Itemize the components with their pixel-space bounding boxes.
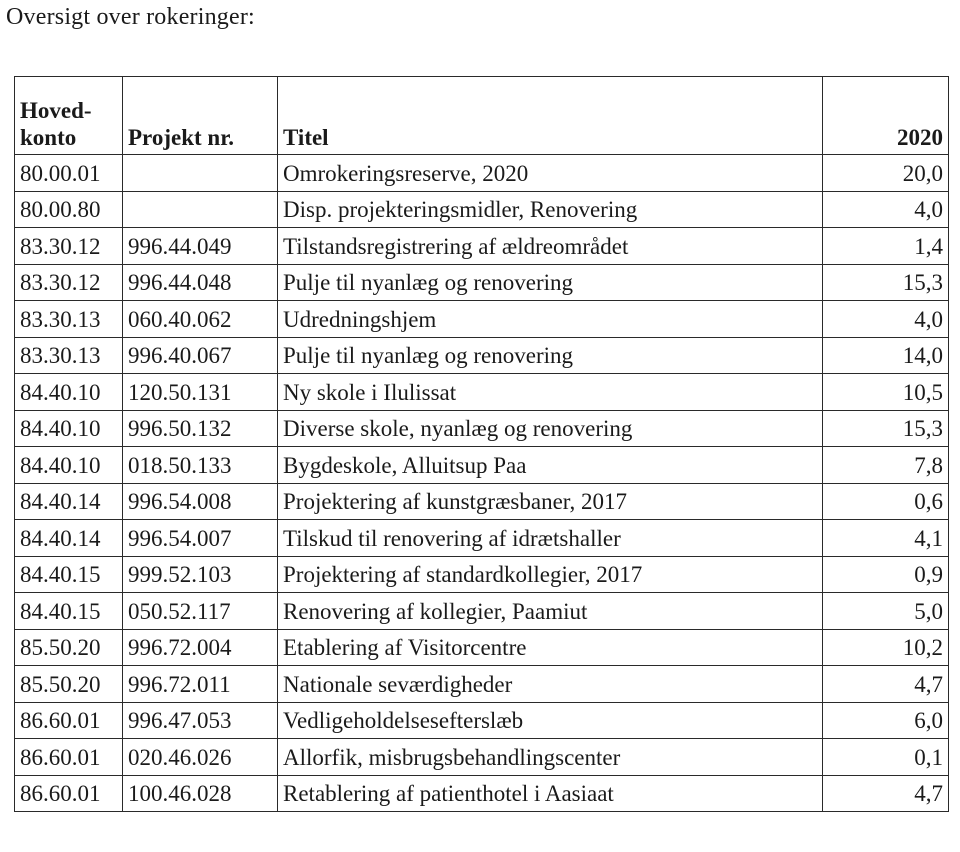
cell-projekt: 996.44.048: [123, 264, 278, 301]
cell-value-2020: 10,5: [823, 374, 949, 411]
cell-projekt: 100.46.028: [123, 775, 278, 812]
cell-value-2020: 5,0: [823, 593, 949, 630]
cell-titel: Etablering af Visitorcentre: [278, 629, 823, 666]
cell-hovedkonto: 84.40.15: [15, 593, 123, 630]
cell-projekt: 996.44.049: [123, 228, 278, 265]
cell-projekt: 020.46.026: [123, 739, 278, 776]
rokeringer-table: [14, 76, 949, 812]
cell-hovedkonto: 86.60.01: [15, 739, 123, 776]
cell-hovedkonto: 85.50.20: [15, 629, 123, 666]
cell-projekt: 996.72.011: [123, 666, 278, 703]
cell-hovedkonto: 84.40.10: [15, 447, 123, 484]
cell-titel: Ny skole i Ilulissat: [278, 374, 823, 411]
cell-hovedkonto: 84.40.10: [15, 374, 123, 411]
cell-projekt: 996.47.053: [123, 702, 278, 739]
cell-hovedkonto: 84.40.15: [15, 556, 123, 593]
cell-value-2020: 6,0: [823, 702, 949, 739]
table-row: [15, 410, 949, 447]
table-row: [15, 556, 949, 593]
cell-titel: Retablering af patienthotel i Aasiaat: [278, 775, 823, 812]
cell-hovedkonto: 80.00.80: [15, 191, 123, 228]
cell-titel: Renovering af kollegier, Paamiut: [278, 593, 823, 630]
table-row: [15, 666, 949, 703]
table-row: [15, 301, 949, 338]
header-titel: Titel: [278, 77, 823, 155]
header-hovedkonto-line2: konto: [20, 125, 77, 150]
cell-projekt: [123, 155, 278, 192]
table-row: [15, 629, 949, 666]
cell-value-2020: 10,2: [823, 629, 949, 666]
cell-value-2020: 0,1: [823, 739, 949, 776]
table-row: [15, 739, 949, 776]
table-row: [15, 337, 949, 374]
table-body: [15, 155, 949, 812]
cell-projekt: 018.50.133: [123, 447, 278, 484]
cell-hovedkonto: 83.30.13: [15, 337, 123, 374]
cell-projekt: 996.72.004: [123, 629, 278, 666]
cell-hovedkonto: 84.40.14: [15, 520, 123, 557]
cell-value-2020: 4,7: [823, 775, 949, 812]
page-heading: Oversigt over rokeringer:: [6, 4, 255, 30]
cell-titel: Tilstandsregistrering af ældreområdet: [278, 228, 823, 265]
cell-value-2020: 20,0: [823, 155, 949, 192]
cell-hovedkonto: 85.50.20: [15, 666, 123, 703]
table-row: [15, 264, 949, 301]
cell-projekt: 120.50.131: [123, 374, 278, 411]
cell-value-2020: 0,9: [823, 556, 949, 593]
cell-value-2020: 4,0: [823, 191, 949, 228]
header-year: 2020: [823, 77, 949, 155]
cell-titel: Bygdeskole, Alluitsup Paa: [278, 447, 823, 484]
cell-titel: Projektering af kunstgræsbaner, 2017: [278, 483, 823, 520]
cell-titel: Projektering af standardkollegier, 2017: [278, 556, 823, 593]
cell-value-2020: 15,3: [823, 264, 949, 301]
cell-titel: Pulje til nyanlæg og renovering: [278, 264, 823, 301]
cell-projekt: [123, 191, 278, 228]
cell-titel: Disp. projekteringsmidler, Renovering: [278, 191, 823, 228]
cell-projekt: 060.40.062: [123, 301, 278, 338]
cell-projekt: 996.50.132: [123, 410, 278, 447]
header-hovedkonto: [15, 77, 123, 155]
cell-value-2020: 1,4: [823, 228, 949, 265]
cell-hovedkonto: 84.40.14: [15, 483, 123, 520]
cell-value-2020: 7,8: [823, 447, 949, 484]
cell-hovedkonto: 83.30.12: [15, 228, 123, 265]
cell-value-2020: 4,0: [823, 301, 949, 338]
cell-titel: Tilskud til renovering af idrætshaller: [278, 520, 823, 557]
cell-projekt: 996.54.007: [123, 520, 278, 557]
table-row: [15, 155, 949, 192]
table-row: [15, 191, 949, 228]
cell-projekt: 996.40.067: [123, 337, 278, 374]
cell-value-2020: 15,3: [823, 410, 949, 447]
cell-titel: Omrokeringsreserve, 2020: [278, 155, 823, 192]
cell-value-2020: 4,1: [823, 520, 949, 557]
table-row: [15, 593, 949, 630]
cell-hovedkonto: 84.40.10: [15, 410, 123, 447]
cell-titel: Vedligeholdelsesefterslæb: [278, 702, 823, 739]
cell-hovedkonto: 80.00.01: [15, 155, 123, 192]
cell-titel: Nationale seværdigheder: [278, 666, 823, 703]
table-row: [15, 228, 949, 265]
table-row: [15, 483, 949, 520]
header-hovedkonto-line1: Hoved-: [20, 98, 92, 123]
cell-projekt: 999.52.103: [123, 556, 278, 593]
cell-titel: Pulje til nyanlæg og renovering: [278, 337, 823, 374]
cell-hovedkonto: 86.60.01: [15, 702, 123, 739]
table-row: [15, 702, 949, 739]
cell-value-2020: 14,0: [823, 337, 949, 374]
table-row: [15, 520, 949, 557]
cell-projekt: 050.52.117: [123, 593, 278, 630]
cell-value-2020: 4,7: [823, 666, 949, 703]
table-header-row: [15, 77, 949, 155]
cell-titel: Diverse skole, nyanlæg og renovering: [278, 410, 823, 447]
table-row: [15, 374, 949, 411]
header-projekt: Projekt nr.: [123, 77, 278, 155]
table-row: [15, 775, 949, 812]
cell-value-2020: 0,6: [823, 483, 949, 520]
cell-hovedkonto: 83.30.13: [15, 301, 123, 338]
cell-titel: Udredningshjem: [278, 301, 823, 338]
table-row: [15, 447, 949, 484]
cell-hovedkonto: 86.60.01: [15, 775, 123, 812]
cell-titel: Allorfik, misbrugsbehandlingscenter: [278, 739, 823, 776]
cell-projekt: 996.54.008: [123, 483, 278, 520]
cell-hovedkonto: 83.30.12: [15, 264, 123, 301]
